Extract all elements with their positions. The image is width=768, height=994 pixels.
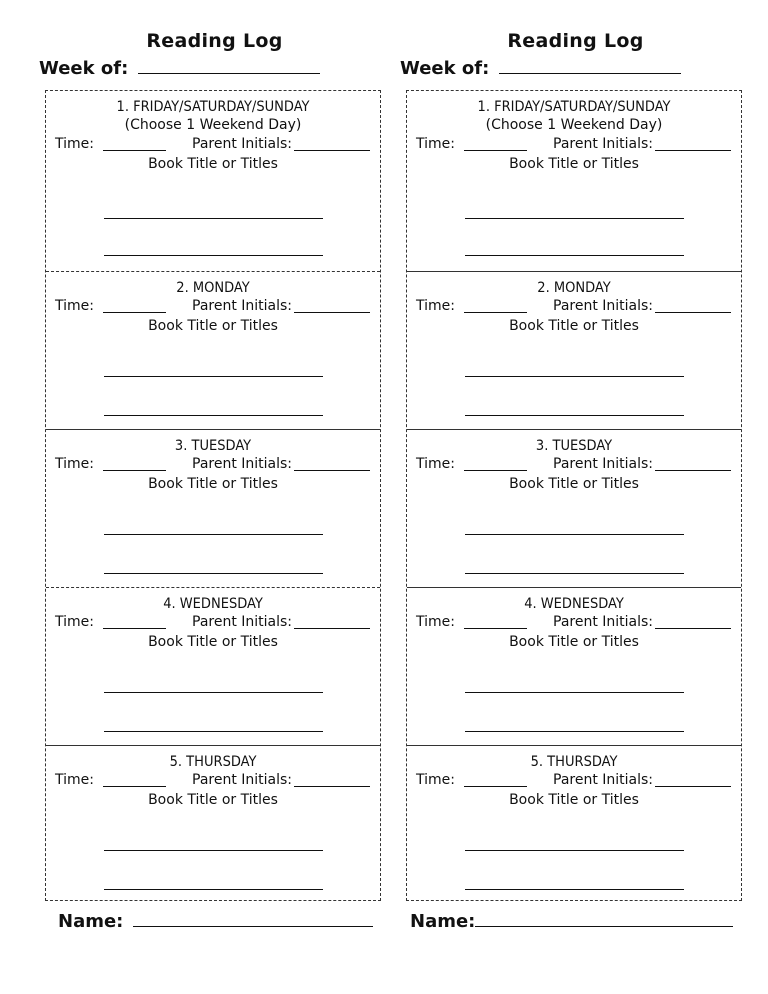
parent-initials-label: Parent Initials: [553,298,654,314]
day-title: 4. WEDNESDAY [524,596,624,612]
day-section-monday [407,271,741,430]
time-initials-row [46,613,380,633]
book-title-blank-1[interactable] [104,692,323,693]
time-initials-row [407,613,741,633]
day-subtitle: (Choose 1 Weekend Day) [124,117,302,133]
book-title-label: Book Title or Titles [148,318,278,334]
day-title: 2. MONDAY [537,280,611,296]
time-blank[interactable] [464,628,527,629]
name-label: Name: [58,911,124,932]
day-title: 4. WEDNESDAY [163,596,263,612]
book-title-blank-2[interactable] [104,889,323,890]
time-blank[interactable] [464,470,527,471]
parent-initials-blank[interactable] [294,470,370,471]
day-title: 3. TUESDAY [535,438,613,454]
time-blank[interactable] [464,150,527,151]
parent-initials-label: Parent Initials: [553,614,654,630]
day-section-thursday [407,745,741,900]
book-title-label: Book Title or Titles [148,634,278,650]
time-label: Time: [416,136,455,152]
week-of-blank[interactable] [138,73,320,74]
time-label: Time: [55,298,94,314]
book-title-label: Book Title or Titles [148,476,278,492]
book-title-blank-1[interactable] [104,218,323,219]
time-blank[interactable] [103,628,166,629]
day-section-weekend [46,91,380,272]
book-title-blank-1[interactable] [465,850,684,851]
time-blank[interactable] [464,312,527,313]
name-label: Name: [410,911,476,932]
day-title: 1. FRIDAY/SATURDAY/SUNDAY [477,99,671,115]
week-of-row [400,58,700,79]
parent-initials-label: Parent Initials: [192,772,293,788]
book-title-blank-1[interactable] [465,218,684,219]
time-blank[interactable] [464,786,527,787]
book-title-label: Book Title or Titles [509,156,639,172]
day-title: 5. THURSDAY [169,754,257,770]
day-title: 1. FRIDAY/SATURDAY/SUNDAY [116,99,310,115]
book-title-blank-1[interactable] [104,850,323,851]
parent-initials-label: Parent Initials: [553,136,654,152]
book-title-blank-2[interactable] [104,573,323,574]
time-initials-row [407,455,741,475]
parent-initials-label: Parent Initials: [192,456,293,472]
parent-initials-blank[interactable] [294,786,370,787]
time-initials-row [407,135,741,155]
book-title-label: Book Title or Titles [509,318,639,334]
day-section-tuesday [407,429,741,588]
book-title-blank-1[interactable] [104,534,323,535]
day-section-weekend [407,91,741,272]
time-label: Time: [416,456,455,472]
day-title: 2. MONDAY [176,280,250,296]
day-section-wednesday [407,587,741,746]
week-of-label: Week of: [400,58,490,79]
book-title-blank-2[interactable] [465,573,684,574]
parent-initials-blank[interactable] [294,312,370,313]
book-title-label: Book Title or Titles [509,476,639,492]
book-title-label: Book Title or Titles [509,634,639,650]
parent-initials-blank[interactable] [655,628,731,629]
parent-initials-blank[interactable] [294,150,370,151]
time-initials-row [46,455,380,475]
parent-initials-blank[interactable] [294,628,370,629]
book-title-blank-2[interactable] [465,731,684,732]
time-label: Time: [416,772,455,788]
book-title-blank-2[interactable] [104,731,323,732]
parent-initials-label: Parent Initials: [553,772,654,788]
log-title: Reading Log [507,30,644,52]
time-initials-row [46,297,380,317]
book-title-label: Book Title or Titles [148,792,278,808]
book-title-blank-2[interactable] [465,415,684,416]
day-section-monday [46,271,380,430]
log-title: Reading Log [146,30,283,52]
day-title: 3. TUESDAY [174,438,252,454]
parent-initials-blank[interactable] [655,470,731,471]
day-section-wednesday [46,587,380,746]
week-of-row [39,58,339,79]
time-label: Time: [416,614,455,630]
book-title-blank-2[interactable] [465,255,684,256]
week-of-label: Week of: [39,58,129,79]
book-title-blank-1[interactable] [465,376,684,377]
parent-initials-label: Parent Initials: [192,298,293,314]
parent-initials-blank[interactable] [655,312,731,313]
parent-initials-label: Parent Initials: [192,136,293,152]
time-label: Time: [416,298,455,314]
time-label: Time: [55,772,94,788]
day-section-thursday [46,745,380,900]
time-blank[interactable] [103,312,166,313]
time-initials-row [407,297,741,317]
book-title-blank-1[interactable] [465,534,684,535]
time-label: Time: [55,614,94,630]
time-label: Time: [55,456,94,472]
book-title-blank-1[interactable] [465,692,684,693]
time-label: Time: [55,136,94,152]
day-title: 5. THURSDAY [530,754,618,770]
time-initials-row [407,771,741,791]
parent-initials-blank[interactable] [655,150,731,151]
name-blank[interactable] [133,926,373,927]
time-blank[interactable] [103,470,166,471]
time-blank[interactable] [103,150,166,151]
parent-initials-blank[interactable] [655,786,731,787]
book-title-label: Book Title or Titles [509,792,639,808]
book-title-blank-2[interactable] [465,889,684,890]
week-of-blank[interactable] [499,73,681,74]
book-title-blank-2[interactable] [104,415,323,416]
time-blank[interactable] [103,786,166,787]
name-blank[interactable] [475,926,733,927]
day-sections [406,90,742,901]
day-section-tuesday [46,429,380,588]
day-subtitle: (Choose 1 Weekend Day) [485,117,663,133]
parent-initials-label: Parent Initials: [553,456,654,472]
name-row-left [58,911,373,932]
book-title-label: Book Title or Titles [148,156,278,172]
book-title-blank-2[interactable] [104,255,323,256]
time-initials-row [46,135,380,155]
day-sections [45,90,381,901]
time-initials-row [46,771,380,791]
book-title-blank-1[interactable] [104,376,323,377]
parent-initials-label: Parent Initials: [192,614,293,630]
name-row-right [410,911,733,932]
